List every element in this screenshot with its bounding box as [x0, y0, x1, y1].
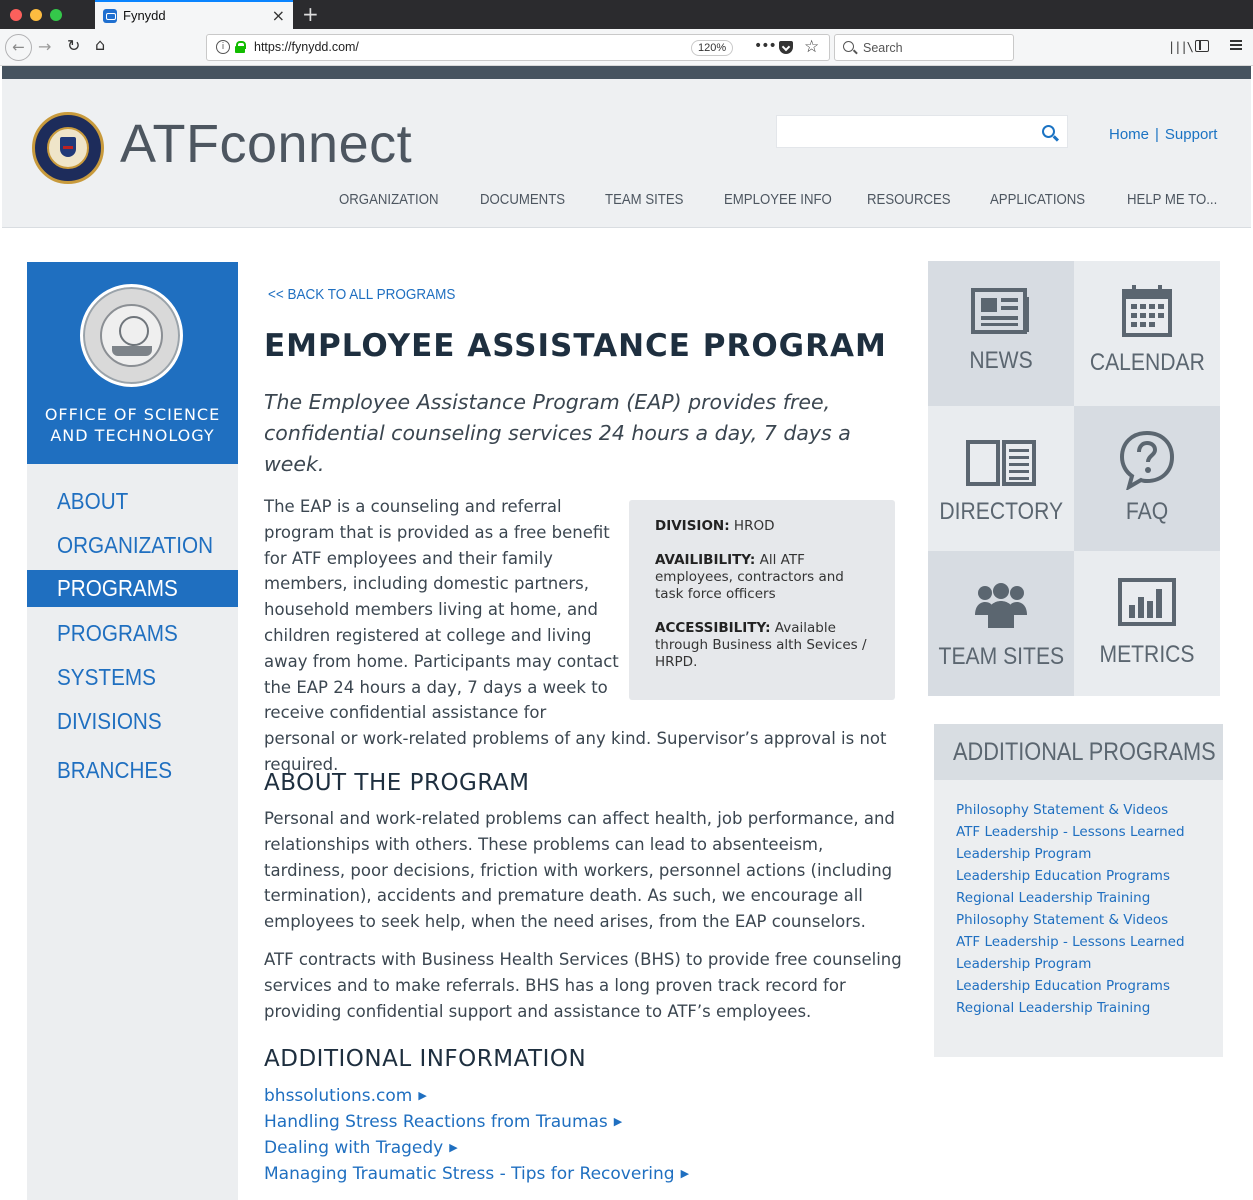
link-separator: |: [1155, 126, 1159, 143]
maximize-window-button[interactable]: [50, 9, 62, 21]
shield-icon: [60, 137, 76, 157]
program-link[interactable]: Regional Leadership Training: [956, 1000, 1151, 1016]
nav-documents[interactable]: DOCUMENTS: [480, 191, 566, 208]
accessibility-label: ACCESSIBILITY:: [655, 620, 771, 636]
book-icon: [928, 438, 1074, 492]
lock-icon: [235, 41, 245, 53]
program-link[interactable]: Regional Leadership Training: [956, 890, 1151, 906]
more-actions-icon[interactable]: •••: [754, 38, 776, 54]
program-link[interactable]: Leadership Program: [956, 956, 1092, 972]
nav-employee-info[interactable]: EMPLOYEE INFO: [724, 191, 832, 208]
about-heading: ABOUT THE PROGRAM: [264, 770, 530, 796]
pocket-icon[interactable]: [779, 41, 793, 54]
forward-arrow-icon[interactable]: →: [38, 37, 52, 56]
minimize-window-button[interactable]: [30, 9, 42, 21]
sidebar-item-divisions[interactable]: DIVISIONS: [57, 708, 162, 734]
site-search-input[interactable]: [776, 115, 1068, 148]
support-link[interactable]: Support: [1164, 126, 1218, 143]
nav-help-me-to[interactable]: HELP ME TO...: [1127, 191, 1218, 208]
sidebar-item-programs-active[interactable]: PROGRAMS: [27, 570, 238, 607]
availability-label: AVAILIBILITY:: [655, 552, 756, 568]
about-paragraph-1: Personal and work-related problems can affect health, job performance, and relationships with others. These problems can lead to absenteeism, tardiness, poor decisions, friction with workers, personnel actions (including termination), accidents and premature death. As such, we encourage all employees to seek help, when the need arises, from the EAP counselors.: [264, 809, 895, 932]
program-link[interactable]: Leadership Education Programs: [956, 978, 1170, 994]
program-link[interactable]: Philosophy Statement & Videos: [956, 912, 1169, 928]
triangle-right-icon: ▶: [613, 1115, 623, 1128]
favicon-icon: [103, 9, 117, 23]
library-icon[interactable]: |||\: [1168, 40, 1193, 54]
top-strip: [2, 66, 1251, 79]
tile-directory[interactable]: DIRECTORY: [928, 406, 1074, 551]
close-window-button[interactable]: [10, 9, 22, 21]
tab-title: Fynydd: [123, 8, 166, 23]
tile-faq[interactable]: FAQ: [1074, 406, 1220, 551]
nav-team-sites[interactable]: TEAM SITES: [605, 191, 684, 208]
tile-calendar[interactable]: CALENDAR: [1074, 261, 1220, 406]
intro-paragraph: The EAP is a counseling and referral program that is provided as a free benefit for ATF employees and their family members, including domestic partners, household members living at home, and children registered at college and living away from home. Participants may contact the EAP 24 hours a day, 7 days a week to receive confidential assistance for personal or work-related problems of any kind. Supervisor’s approval is not required.: [264, 497, 887, 774]
back-to-programs-link[interactable]: << BACK TO ALL PROGRAMS: [268, 286, 456, 303]
quick-link-tiles: [928, 261, 1220, 696]
nav-applications[interactable]: APPLICATIONS: [990, 191, 1086, 208]
calendar-icon: [1074, 283, 1220, 343]
program-link[interactable]: ATF Leadership - Lessons Learned: [956, 934, 1185, 950]
browser-tab[interactable]: [95, 0, 293, 29]
sidebar-item-about[interactable]: ABOUT: [57, 488, 129, 514]
tile-metrics[interactable]: METRICS: [1074, 551, 1220, 696]
accessibility-value: Available through Business alth Sevices / HRPD.: [655, 620, 867, 670]
sidebar-item-organization[interactable]: ORGANIZATION: [57, 532, 214, 558]
search-icon[interactable]: [1042, 125, 1055, 138]
link-dealing-with-tragedy[interactable]: Dealing with Tragedy ▶: [264, 1138, 458, 1158]
link-handling-stress[interactable]: Handling Stress Reactions from Traumas ▶: [264, 1112, 623, 1132]
tile-news[interactable]: NEWS: [928, 261, 1074, 406]
triangle-right-icon: ▶: [680, 1167, 690, 1180]
site-logo-text[interactable]: ATFconnect: [120, 114, 413, 174]
home-link[interactable]: Home: [1109, 126, 1150, 143]
site-header: [2, 79, 1251, 228]
tile-team-sites[interactable]: TEAM SITES: [928, 551, 1074, 696]
lead-paragraph: The Employee Assistance Program (EAP) provides free, confidential counseling services 24 hours a day, 7 days a week.: [264, 390, 851, 476]
division-label: DIVISION:: [655, 518, 730, 534]
program-info-box: [629, 500, 895, 700]
sidebar-item-systems[interactable]: SYSTEMS: [57, 664, 156, 690]
search-icon: [843, 41, 854, 52]
page-title: EMPLOYEE ASSISTANCE PROGRAM: [264, 328, 887, 364]
team-people-icon: [928, 583, 1074, 633]
zoom-badge[interactable]: 120%: [691, 40, 733, 56]
url-text[interactable]: https://fynydd.com/: [254, 40, 359, 54]
utility-links: [1109, 126, 1217, 143]
browser-search-input[interactable]: [834, 34, 1014, 61]
nav-organization[interactable]: ORGANIZATION: [339, 191, 439, 208]
newspaper-icon: [928, 287, 1074, 341]
program-link[interactable]: Leadership Education Programs: [956, 868, 1170, 884]
office-banner: [27, 262, 238, 464]
browser-toolbar: [0, 29, 1253, 66]
division-value: HROD: [729, 518, 775, 534]
additional-programs-header: [934, 724, 1223, 780]
question-bubble-icon: [1074, 430, 1220, 494]
left-sidebar: [27, 262, 238, 1200]
about-paragraph-2: ATF contracts with Business Health Services (BHS) to provide free counseling services and to make referrals. BHS has a long proven track record for providing confidential support and assistance to ATF’s employees.: [264, 950, 902, 1021]
program-link[interactable]: ATF Leadership - Lessons Learned: [956, 824, 1185, 840]
link-bhssolutions[interactable]: bhssolutions.com ▶: [264, 1086, 427, 1106]
office-seal-logo: [80, 284, 183, 387]
bookmark-star-icon[interactable]: ☆: [804, 37, 820, 57]
triangle-right-icon: ▶: [449, 1141, 458, 1154]
browser-titlebar: [0, 0, 1253, 29]
bar-chart-icon: [1074, 577, 1220, 631]
additional-info-heading: ADDITIONAL INFORMATION: [264, 1046, 587, 1072]
web-page: [0, 66, 1253, 1200]
search-placeholder: Search: [863, 41, 903, 55]
reload-icon[interactable]: ↻: [67, 36, 81, 55]
url-bar[interactable]: [206, 34, 830, 61]
additional-programs-panel: [934, 724, 1223, 1057]
new-tab-icon[interactable]: +: [302, 2, 319, 26]
back-arrow-icon[interactable]: ←: [5, 34, 32, 61]
availability-value: All ATF employees, contractors and task force officers: [655, 552, 844, 602]
sidebar-toggle-icon[interactable]: [1195, 40, 1209, 52]
sidebar-item-programs[interactable]: PROGRAMS: [57, 620, 178, 646]
nav-resources[interactable]: RESOURCES: [867, 191, 951, 208]
program-link[interactable]: Philosophy Statement & Videos: [956, 802, 1169, 818]
link-managing-traumatic-stress[interactable]: Managing Traumatic Stress - Tips for Recovering ▶: [264, 1164, 690, 1184]
hamburger-menu-icon[interactable]: [1230, 40, 1242, 50]
program-link[interactable]: Leadership Program: [956, 846, 1092, 862]
additional-programs-title: ADDITIONAL PROGRAMS: [953, 738, 1216, 766]
home-icon[interactable]: ⌂: [95, 35, 106, 54]
office-title: OFFICE OF SCIENCE AND TECHNOLOGY: [44, 405, 221, 445]
additional-programs-list: [956, 799, 1185, 1019]
tab-close-icon[interactable]: ×: [271, 6, 285, 25]
info-icon[interactable]: i: [216, 40, 230, 54]
triangle-right-icon: ▶: [418, 1089, 427, 1102]
atf-seal-logo[interactable]: [32, 112, 104, 184]
sidebar-item-branches[interactable]: BRANCHES: [57, 757, 173, 783]
